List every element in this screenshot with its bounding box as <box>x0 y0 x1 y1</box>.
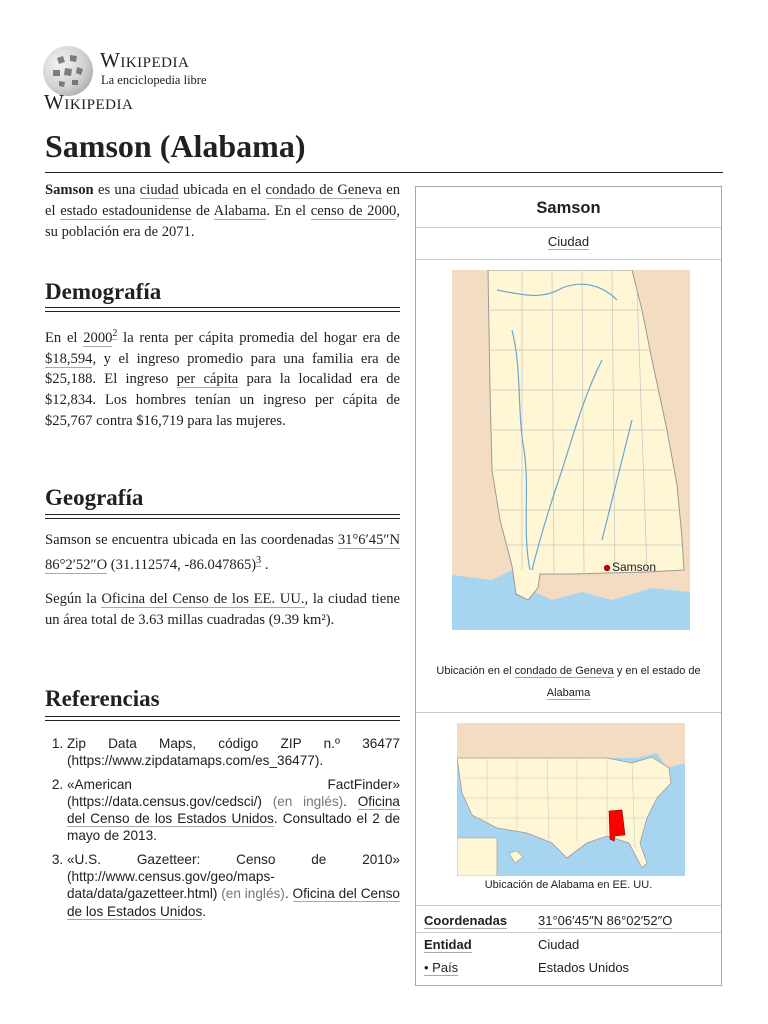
link-condado-de-geneva[interactable]: condado de Geneva <box>265 182 382 198</box>
infobox-divider <box>416 712 721 713</box>
text: Ubicación en el <box>436 665 515 677</box>
demografia-paragraph <box>45 324 400 442</box>
link-ciudad[interactable]: ciudad <box>139 182 179 198</box>
page-title: Samson (Alabama) <box>45 128 306 164</box>
link-pais-label[interactable]: • País <box>424 960 459 975</box>
text: . Consultado el 2 de mayo de 2013. <box>67 811 401 844</box>
lang-note: (en inglés) <box>217 886 285 902</box>
geografia-paragraphs <box>45 530 400 641</box>
ref-2-publisher-link[interactable]: Oficina del Censo de los Estados Unidos <box>67 793 400 827</box>
text: . <box>261 556 269 573</box>
title-divider <box>45 172 723 173</box>
infobox-divider <box>416 259 721 260</box>
link-ciudad-infobox[interactable]: Ciudad <box>547 234 590 249</box>
infobox <box>415 186 722 986</box>
link-18594[interactable]: $18,594 <box>45 350 93 367</box>
reference-item <box>67 776 400 845</box>
ref-3-publisher-link[interactable]: Oficina del Censo de los Estados Unidos <box>67 886 400 919</box>
heading-divider <box>45 716 400 721</box>
text: es una <box>93 182 140 198</box>
row-value-coordenadas <box>538 913 672 928</box>
references-list <box>45 735 400 926</box>
reference-item <box>67 735 400 770</box>
map-caption-1 <box>426 660 711 704</box>
map-label-samson: Samson <box>612 560 657 574</box>
link-condado-geneva-caption[interactable]: condado de Geneva <box>514 665 614 677</box>
row-label-coordenadas <box>424 913 507 928</box>
infobox-divider <box>416 905 721 906</box>
text: , y el ingreso promedio para una familia era de $25,188. El ingreso <box>45 350 400 388</box>
heading-referencias: Referencias <box>45 686 160 711</box>
link-censo-2000[interactable]: censo de 2000 <box>310 202 397 219</box>
text: ubicada en el <box>178 182 266 198</box>
samson-marker <box>604 565 610 571</box>
infobox-subtitle <box>416 234 721 249</box>
ref-3-link[interactable]: «U.S. Gazetteer: Censo de 2010» (http://www.census.gov/geo/maps-data/data/gazetteer.html) <box>67 851 400 902</box>
intro-paragraph <box>45 180 400 252</box>
reference-item <box>67 851 400 920</box>
text: la renta per cápita promedia del hogar era de <box>117 329 401 346</box>
intro-bold-term: Samson <box>45 182 94 198</box>
link-oficina-censo[interactable]: Oficina del Censo de los EE. UU. <box>101 591 305 608</box>
text: en el <box>45 182 400 219</box>
ref-1-link[interactable]: Zip Data Maps, código ZIP n.º 36477 (https://www.zipdatamaps.com/es_36477). <box>67 736 400 769</box>
infobox-divider <box>416 227 721 228</box>
heading-geografia: Geografía <box>45 485 144 510</box>
link-2000[interactable]: 2000 <box>83 329 113 346</box>
text: . <box>202 903 207 919</box>
lang-note: (en inglés) <box>261 793 344 809</box>
heading-divider <box>45 307 400 312</box>
link-estado-estadounidense[interactable]: estado estadounidense <box>60 202 192 219</box>
wikipedia-globe-icon[interactable] <box>43 46 93 96</box>
text: . <box>343 793 358 809</box>
link-coordenadas-label[interactable]: Coordenadas <box>424 913 508 928</box>
row-label-pais <box>424 960 458 975</box>
text: (31.112574, -86.047865) <box>107 556 257 573</box>
footnote-3[interactable]: 3 <box>256 554 262 566</box>
text: de <box>191 202 214 219</box>
row-value-pais: Estados Unidos <box>538 960 630 975</box>
link-per-capita[interactable]: per cápita <box>176 371 239 388</box>
link-alabama[interactable]: Alabama <box>213 202 267 219</box>
heading-demografia: Demografía <box>45 279 162 304</box>
footnote-2[interactable]: 2 <box>112 328 118 339</box>
text: Según la <box>45 591 102 608</box>
text: , la ciudad tiene un área total de 3.63 millas cuadradas (9.39 km²). <box>45 591 400 629</box>
heading-divider <box>45 514 400 519</box>
text: para la localidad era de $12,834. Los hombres tenían un ingreso per cápita de $25,767 contra $16,719 para las mujeres. <box>45 371 400 430</box>
link-alabama-caption[interactable]: Alabama <box>546 687 591 699</box>
text: . <box>284 886 293 902</box>
usa-locator-map[interactable] <box>457 723 685 876</box>
alabama-locator-map[interactable] <box>452 270 690 630</box>
link-coordenadas-value[interactable]: 31°06′45″N 86°02′52″O <box>538 913 673 928</box>
infobox-divider <box>416 932 721 933</box>
text: . En el <box>266 202 311 219</box>
wikipedia-tagline: La enciclopedia libre <box>101 73 207 87</box>
text: En el <box>45 329 84 346</box>
link-entidad-label[interactable]: Entidad <box>424 937 472 952</box>
text: Samson se encuentra ubicada en las coordenadas <box>45 532 338 548</box>
link-coordenadas[interactable]: 31°6′45″N 86°2′52″O <box>45 532 400 573</box>
wikipedia-wordmark[interactable]: Wikipedia <box>100 48 190 72</box>
ref-2-link[interactable]: «American FactFinder» (https://data.census.gov/cedsci/) <box>67 776 400 809</box>
row-value-entidad: Ciudad <box>538 937 580 952</box>
text: y en el estado de <box>613 665 701 677</box>
text: , su población era de 2071. <box>45 202 400 240</box>
infobox-title: Samson <box>536 199 601 217</box>
map-caption-2: Ubicación de Alabama en EE. UU. <box>484 879 653 891</box>
wikipedia-wordmark-small[interactable]: Wikipedia <box>44 90 134 114</box>
row-label-entidad <box>424 937 472 952</box>
